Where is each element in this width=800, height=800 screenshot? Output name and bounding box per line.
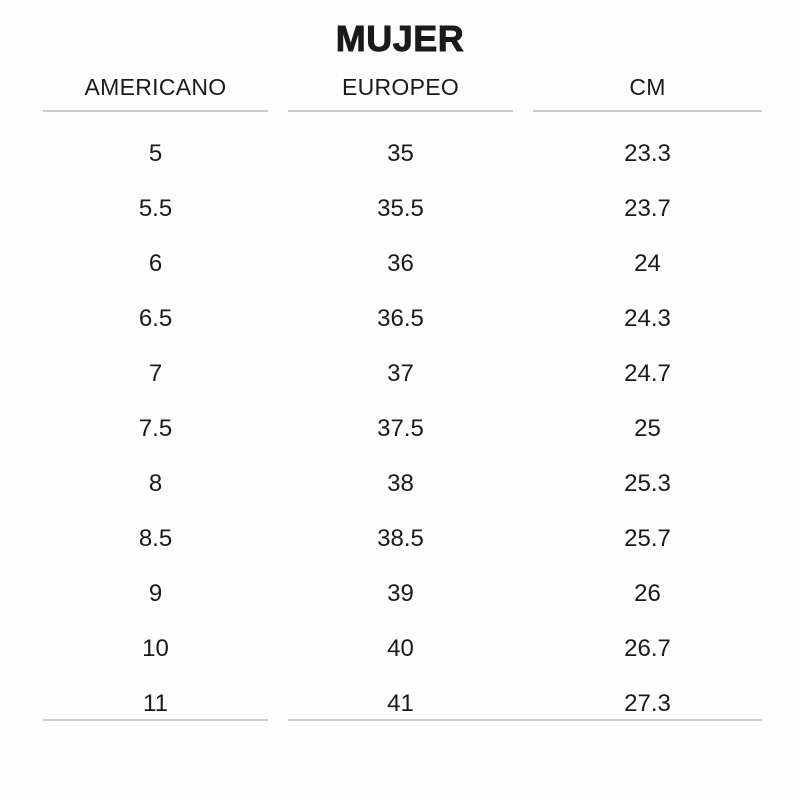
table-row — [43, 346, 762, 401]
bottom-border-col2-3 — [288, 719, 762, 721]
column-header-europeo: EUROPEO — [288, 72, 513, 112]
table-cell: 8 — [148, 470, 163, 497]
table-row — [43, 126, 762, 181]
table-cell: 23.7 — [624, 195, 671, 222]
table-row — [43, 566, 762, 621]
table-cell: 24.3 — [624, 305, 671, 332]
table-bottom-border — [43, 719, 762, 721]
table-cell: 8.5 — [138, 525, 173, 552]
table-cell: 5 — [148, 140, 163, 167]
table-cell: 38 — [387, 470, 414, 497]
table-row — [43, 291, 762, 346]
table-cell: 9 — [148, 580, 163, 607]
table-cell: 26.7 — [624, 635, 671, 662]
table-cell: 5.5 — [138, 195, 173, 222]
table-cell: 24.7 — [624, 360, 671, 387]
column-header-americano: AMERICANO — [43, 72, 268, 112]
table-row — [43, 181, 762, 236]
table-cell: 24 — [634, 250, 661, 277]
table-cell: 35.5 — [377, 195, 424, 222]
table-cell: 26 — [634, 580, 661, 607]
table-cell: 6 — [148, 250, 163, 277]
table-body — [43, 112, 762, 731]
table-row — [43, 511, 762, 566]
table-cell: 25.7 — [624, 525, 671, 552]
table-cell: 25 — [634, 415, 661, 442]
table-cell: 7 — [148, 360, 163, 387]
table-cell: 37.5 — [377, 415, 424, 442]
table-cell: 25.3 — [624, 470, 671, 497]
table-header-row — [43, 72, 762, 112]
bottom-border-col1 — [43, 719, 268, 721]
table-cell: 39 — [387, 580, 414, 607]
table-cell: 23.3 — [624, 140, 671, 167]
table-row — [43, 676, 762, 731]
table-row — [43, 621, 762, 676]
page-title: MUJER — [335, 18, 465, 59]
table-cell: 6.5 — [138, 305, 173, 332]
size-conversion-table — [43, 72, 762, 721]
table-cell: 40 — [387, 635, 414, 662]
table-cell: 36.5 — [377, 305, 424, 332]
table-cell: 10 — [142, 635, 169, 662]
table-cell: 36 — [387, 250, 414, 277]
column-header-cm: CM — [533, 72, 762, 112]
table-cell: 35 — [387, 140, 414, 167]
table-row — [43, 401, 762, 456]
table-row — [43, 456, 762, 511]
table-cell: 11 — [143, 690, 168, 717]
table-cell: 7.5 — [138, 415, 173, 442]
table-cell: 41 — [387, 690, 414, 717]
table-cell: 27.3 — [624, 690, 671, 717]
table-cell: 37 — [387, 360, 414, 387]
table-row — [43, 236, 762, 291]
table-cell: 38.5 — [377, 525, 424, 552]
